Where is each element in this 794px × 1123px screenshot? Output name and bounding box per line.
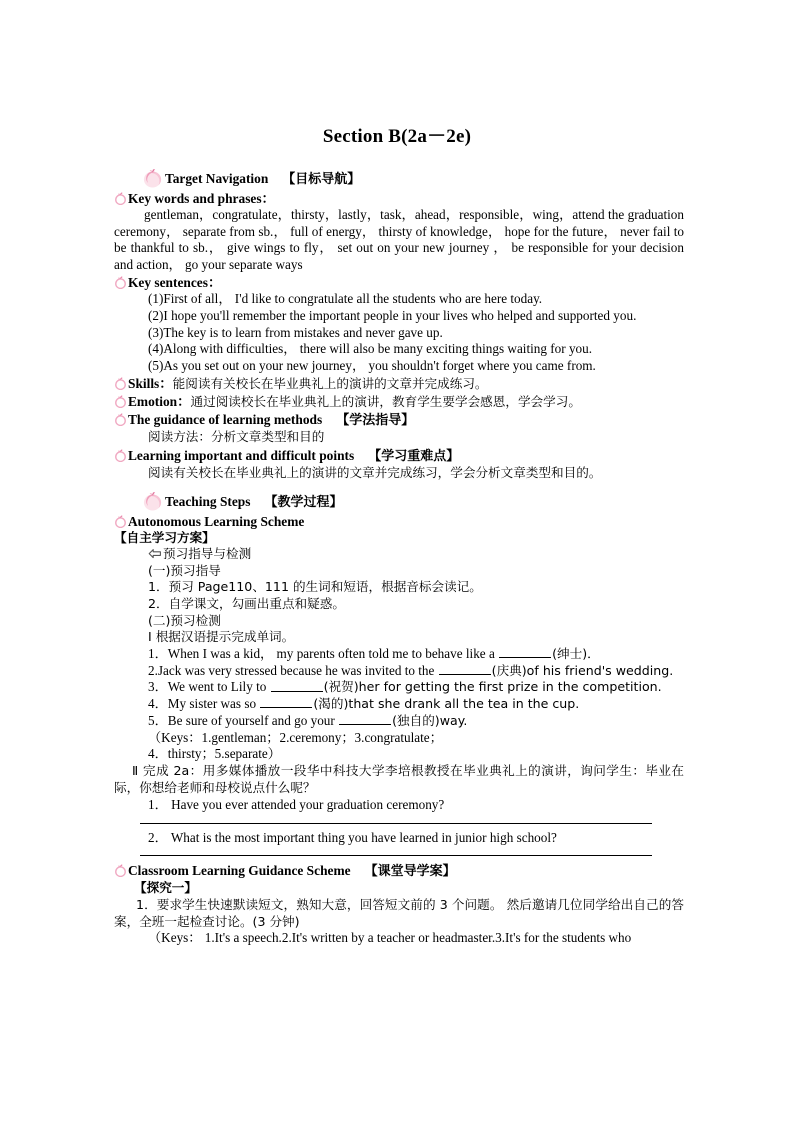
autonomous-heading — [114, 513, 684, 530]
fill-item-post: (渴的)that she drank all the tea in the cup. — [313, 696, 580, 712]
answer-blank[interactable] — [439, 663, 491, 675]
answer-blank[interactable] — [271, 679, 323, 691]
preview-test-title: (二)预习检测 — [148, 612, 221, 628]
answer-keys-line: （Keys：1.gentleman；2.ceremony；3.congratulate； — [148, 729, 443, 745]
page-title: Section B(2a－2e) — [322, 126, 472, 147]
fill-in-item — [114, 713, 684, 730]
document-body — [114, 163, 684, 947]
fill-item-number: 1． — [148, 645, 168, 661]
fill-item-number: 3． — [148, 679, 168, 695]
explore-keys: （Keys： 1.It's a speech.2.It's written by a teacher or headmaster.3.It's for the students who — [148, 930, 632, 946]
classroom-guidance-cn: 【课堂导学案】 — [364, 864, 456, 880]
key-sentence-item: (1)First of all， I'd like to congratulate all the students who are here today. — [148, 291, 543, 307]
preview-guidance-item: 1．预习 Page110、111 的生词和短语，根据音标会读记。 — [148, 579, 482, 595]
target-navigation-heading — [114, 165, 684, 189]
skills-heading — [114, 375, 684, 392]
peach-icon — [114, 276, 127, 289]
guidance-methods-text: 阅读方法：分析文章类型和目的 — [148, 429, 325, 445]
peach-icon — [114, 864, 127, 877]
peach-icon — [140, 488, 165, 512]
peach-icon — [114, 395, 127, 408]
target-navigation-cn: 【目标导航】 — [282, 172, 361, 187]
answer-rule[interactable] — [140, 855, 652, 856]
explore-title: 【探究一】 — [134, 880, 197, 896]
fill-item-number: 5． — [148, 713, 168, 729]
answer-blank[interactable] — [339, 713, 391, 725]
peach-icon — [114, 413, 127, 426]
key-sentence-item: (4)Along with difficulties， there will also be many exciting things waiting for you. — [148, 341, 593, 357]
preview-guidance-item: 2．自学课文，勾画出重点和疑惑。 — [148, 595, 345, 611]
key-sentence-item: (5)As you set out on your new journey， you shouldn't forget where you came from. — [148, 357, 596, 373]
fill-item-post: (祝贺)her for getting the first prize in the competition. — [323, 679, 662, 695]
important-points-label: Learning important and difficult points — [128, 447, 355, 463]
part-two-title: Ⅱ 完成 2a：用多媒体播放一段华中科技大学李培根教授在毕业典礼上的演讲，询问学生：毕业在际，你想给老师和母校说点什么呢？ — [114, 762, 684, 795]
part-one-title: Ⅰ 根据汉语提示完成单词。 — [148, 629, 295, 645]
explore-body: 1．要求学生快速默读短文，熟知大意，回答短文前的 3 个问题。 然后邀请几位同学给出自己的答案，全班一起检查讨论。(3 分钟) — [114, 896, 684, 929]
fill-item-pre: We went to Lily to — [167, 679, 270, 695]
guidance-methods-cn: 【学法指导】 — [336, 413, 415, 429]
teaching-steps-label: Teaching Steps — [165, 493, 251, 509]
fill-item-pre: My sister was so — [167, 696, 260, 712]
emotion-heading — [114, 393, 684, 410]
autonomous-cn: 【自主学习方案】 — [114, 529, 215, 545]
fill-item-number: 4． — [148, 696, 168, 712]
pointer-line-text: 预习指导与检测 — [163, 546, 252, 562]
answer-keys-line: 4．thirsty；5.separate） — [148, 746, 281, 762]
open-question: 2． What is the most important thing you have learned in junior high school? — [148, 829, 557, 845]
fill-item-post: (独自的)way. — [392, 713, 468, 729]
fill-item-pre: When I was a kid， my parents often told me to behave like a — [167, 645, 499, 661]
key-sentence-item: (2)I hope you'll remember the important people in your lives who helped and supported you. — [148, 307, 637, 323]
key-sentences-label: Key sentences： — [128, 275, 222, 291]
autonomous-label: Autonomous Learning Scheme — [128, 513, 305, 529]
answer-rule[interactable] — [140, 823, 652, 824]
peach-icon — [114, 449, 127, 462]
fill-in-item — [114, 679, 684, 696]
fill-item-pre: Jack was very stressed because he was invited to the — [157, 662, 438, 678]
classroom-guidance-label: Classroom Learning Guidance Scheme — [128, 863, 351, 879]
skills-text: 能阅读有关校长在毕业典礼上的演讲的文章并完成练习。 — [172, 376, 488, 392]
peach-icon — [114, 192, 127, 205]
teaching-steps-cn: 【教学过程】 — [264, 494, 343, 510]
fill-in-item — [114, 696, 684, 713]
key-words-label: Key words and phrases： — [128, 191, 275, 206]
fill-in-item — [114, 646, 684, 663]
important-points-cn: 【学习重难点】 — [368, 448, 460, 464]
emotion-label: Emotion： — [128, 394, 191, 410]
key-words-heading — [114, 190, 684, 207]
guidance-methods-heading — [114, 411, 684, 429]
classroom-guidance-heading — [114, 862, 684, 880]
answer-blank[interactable] — [260, 696, 312, 708]
key-sentences-heading — [114, 274, 684, 291]
important-points-text: 阅读有关校长在毕业典礼上的演讲的文章并完成练习，学会分析文章类型和目的。 — [148, 464, 602, 480]
pointing-hand-icon — [148, 547, 162, 560]
open-question: 1． Have you ever attended your graduation ceremony? — [148, 797, 445, 813]
peach-icon — [114, 377, 127, 390]
skills-label: Skills： — [128, 376, 173, 392]
important-points-heading — [114, 447, 684, 465]
target-navigation-label: Target Navigation — [165, 171, 269, 186]
fill-item-number: 2. — [148, 662, 158, 678]
teaching-steps-heading — [114, 488, 684, 512]
key-sentence-item: (3)The key is to learn from mistakes and never gave up. — [148, 324, 443, 340]
guidance-methods-label: The guidance of learning methods — [128, 412, 323, 428]
emotion-text: 通过阅读校长在毕业典礼上的演讲，教育学生要学会感恩，学会学习。 — [190, 394, 581, 410]
peach-icon — [140, 165, 165, 189]
fill-item-pre: Be sure of yourself and go your — [167, 713, 339, 729]
peach-icon — [114, 515, 127, 528]
answer-blank[interactable] — [499, 646, 551, 658]
preview-guidance-title: (一)预习指导 — [148, 562, 221, 578]
fill-in-item — [114, 663, 684, 680]
pointer-line — [114, 546, 684, 563]
key-words-body: gentleman，congratulate，thirsty，lastly，task，ahead，responsible，wing，attend the graduation ceremony， separate from sb.， full of energy， thirsty of knowledge， hope for the future， never fail to be thankful to sb.， give wings to fly， set out on your new journey ， be responsible for your decision and action， go your separate ways — [114, 207, 684, 272]
fill-item-post: (绅士)． — [552, 645, 600, 661]
fill-item-post: (庆典)of his friend's wedding. — [491, 662, 674, 678]
